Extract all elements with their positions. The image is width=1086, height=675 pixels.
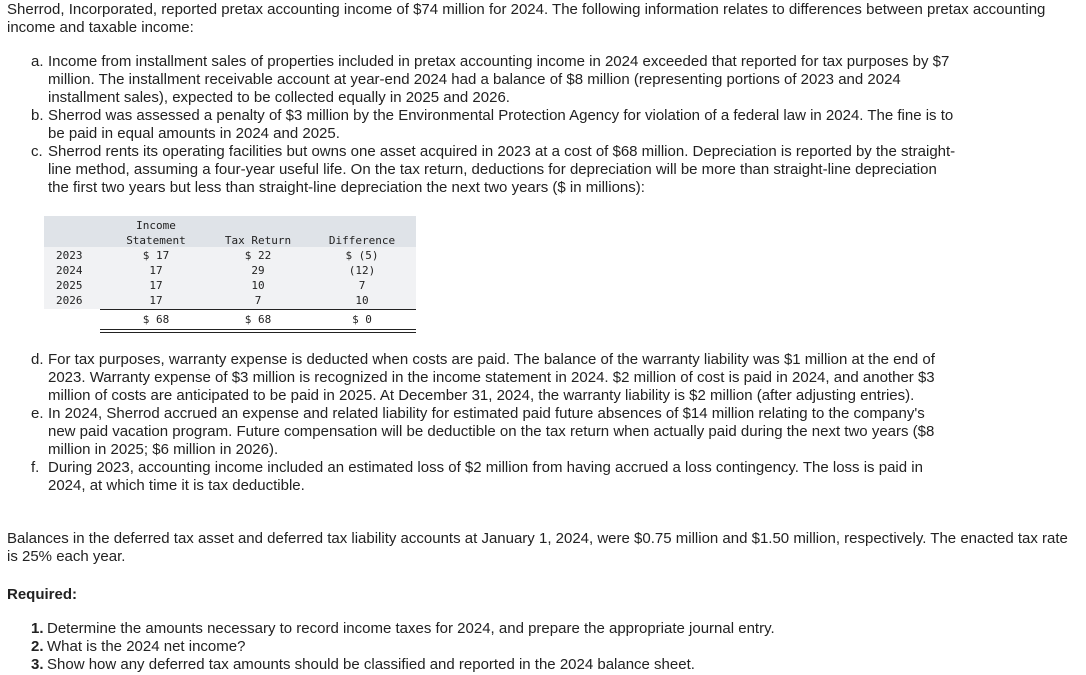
item-text: What is the 2024 net income? xyxy=(47,638,246,655)
subtotal-rule xyxy=(100,309,416,310)
row-year: 2024 xyxy=(56,264,83,277)
total-double-rule-bottom xyxy=(100,332,416,333)
header-income-line2: Statement xyxy=(126,234,186,247)
required-heading: Required: xyxy=(7,586,78,603)
row-diff: 7 xyxy=(358,279,366,292)
row-year: 2026 xyxy=(56,294,83,307)
row-income: 17 xyxy=(149,279,163,292)
item-text: Show how any deferred tax amounts should be classified and reported in the 2024 balance sheet. xyxy=(47,656,695,673)
total-double-rule-top xyxy=(100,329,416,330)
header-tax-return: Tax Return xyxy=(224,234,292,247)
list-item xyxy=(31,143,956,197)
required-list xyxy=(31,620,1031,674)
item-text: In 2024, Sherrod accrued an expense and related liability for estimated paid future absences of $14 million relating to the company's new paid vacation program. Future compensation will be deductible on the tax return when actually paid during the next two years ($8 million in 2025; $6 million in 2026). xyxy=(48,405,935,458)
row-year: 2023 xyxy=(56,249,83,262)
row-diff: $ (5) xyxy=(345,249,379,262)
item-marker: 3. xyxy=(31,656,44,673)
list-item xyxy=(31,107,956,143)
row-income: 17 xyxy=(149,294,163,307)
list-item xyxy=(31,638,1031,656)
item-marker: e. xyxy=(31,405,44,422)
item-marker: f. xyxy=(31,459,40,476)
row-tax: $ 22 xyxy=(244,249,272,262)
list-item xyxy=(31,459,956,495)
item-text: Sherrod rents its operating facilities but owns one asset acquired in 2023 at a cost of $68 million. Depreciation is reported by the straight-line method, assuming a four-year useful life. On the tax return, deductions for depreciation will be more than straight-line depreciation the first two years but less than straight-line depreciation the next two years ($ in millions): xyxy=(48,143,956,196)
item-text: Income from installment sales of properties included in pretax accounting income in 2024 exceeded that reported for tax purposes by $7 million. The installment receivable account at year-end 2024 had a balance of $8 million (representing portions of 2023 and 2024 installment sales), expected to be collected equally in 2025 and 2026. xyxy=(48,53,950,106)
list-item xyxy=(31,620,1031,638)
header-income-line1: Income xyxy=(136,219,176,232)
item-marker: 2. xyxy=(31,638,44,655)
header-difference: Difference xyxy=(328,234,396,247)
row-tax: 10 xyxy=(251,279,265,292)
row-income: $ 17 xyxy=(142,249,170,262)
item-text: For tax purposes, warranty expense is deducted when costs are paid. The balance of the warranty liability was $1 million at the end of 2023. Warranty expense of $3 million is recognized in the income statement in 2024. $2 million of cost is paid in 2024, and another $3 million of costs are anticipated to be paid in 2025. At December 31, 2024, the warranty liability is $2 million (after adjusting entries). xyxy=(48,351,935,404)
row-tax: 7 xyxy=(254,294,262,307)
total-diff: $ 0 xyxy=(352,313,372,326)
row-tax: 29 xyxy=(251,264,265,277)
item-list-def xyxy=(31,351,956,495)
row-income: 17 xyxy=(149,264,163,277)
item-marker: c. xyxy=(31,143,43,160)
row-diff: 10 xyxy=(355,294,369,307)
item-marker: 1. xyxy=(31,620,44,637)
list-item xyxy=(31,53,956,107)
item-text: Sherrod was assessed a penalty of $3 million by the Environmental Protection Agency for violation of a federal law in 2024. The fine is to be paid in equal amounts in 2024 and 2025. xyxy=(48,107,954,142)
item-list-abc xyxy=(31,53,956,197)
row-year: 2025 xyxy=(56,279,83,292)
item-marker: a. xyxy=(31,53,44,70)
item-text: During 2023, accounting income included an estimated loss of $2 million from having accrued a loss contingency. The loss is paid in 2024, at which time it is tax deductible. xyxy=(48,459,923,494)
list-item xyxy=(31,351,956,405)
row-diff: (12) xyxy=(348,264,376,277)
item-marker: d. xyxy=(31,351,44,368)
item-marker: b. xyxy=(31,107,44,124)
list-item xyxy=(31,405,956,459)
total-tax: $ 68 xyxy=(244,313,272,326)
list-item xyxy=(31,656,1031,674)
item-text: Determine the amounts necessary to record income taxes for 2024, and prepare the appropriate journal entry. xyxy=(47,620,775,637)
balances-paragraph: Balances in the deferred tax asset and deferred tax liability accounts at January 1, 2024, were $0.75 million and $1.50 million, respectively. The enacted tax rate is 25% each year. xyxy=(7,530,1068,565)
intro-paragraph: Sherrod, Incorporated, reported pretax accounting income of $74 million for 2024. The following information relates to differences between pretax accounting income and taxable income: xyxy=(7,1,1046,36)
total-income: $ 68 xyxy=(142,313,170,326)
